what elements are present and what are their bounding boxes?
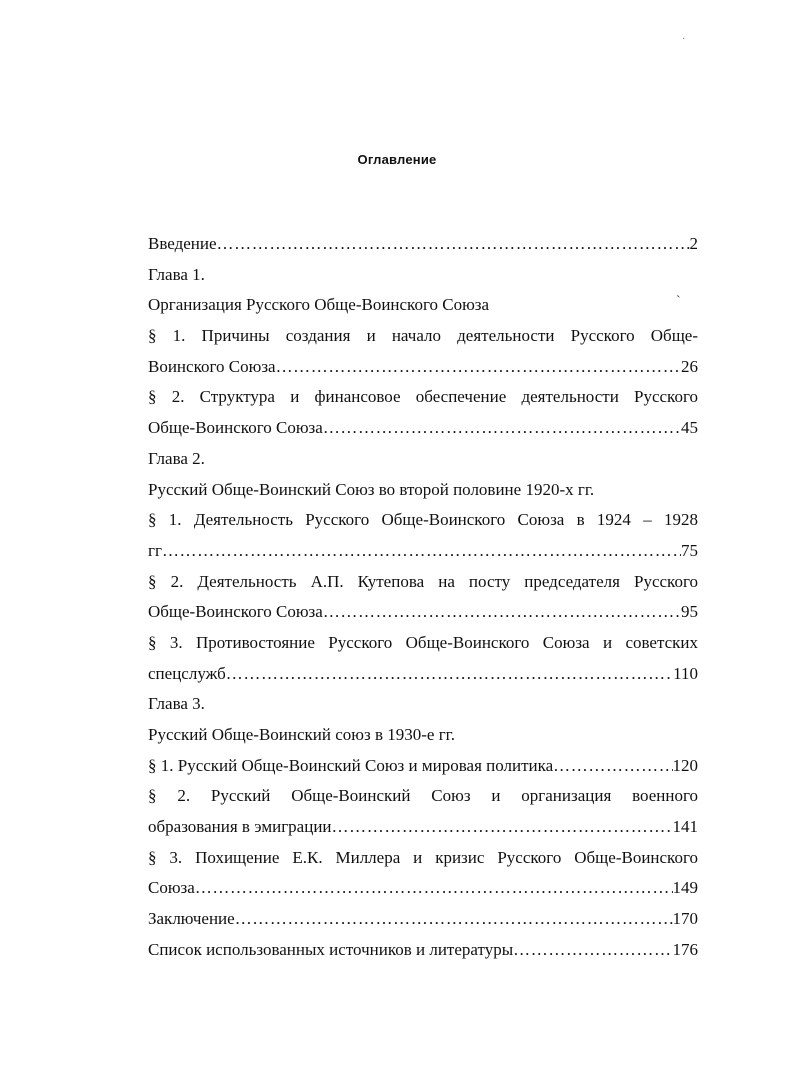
- section-2-3-line-1: § 3. Противостояние Русского Обще-Воинского Союза и советских: [148, 632, 698, 652]
- dot-leader: [323, 413, 681, 444]
- toc-entry-text: спецслужб: [148, 663, 226, 683]
- toc-entry-text: Заключение: [148, 909, 235, 929]
- dot-leader: [513, 935, 672, 966]
- toc-page-number: 120: [672, 755, 698, 775]
- toc-page-number: 176: [672, 939, 698, 959]
- toc-entry-conclusion: [148, 904, 698, 935]
- toc-heading: Оглавление: [357, 152, 437, 167]
- section-2-2-line-1: § 2. Деятельность А.П. Кутепова на посту председателя Русского: [148, 571, 698, 591]
- toc-entry-text: Список использованных источников и литературы: [148, 939, 514, 959]
- toc-page-number: 45: [681, 418, 698, 438]
- dot-leader: [235, 904, 673, 935]
- toc-page-number: 141: [672, 817, 698, 837]
- dot-leader: [332, 812, 673, 843]
- toc-page-number: 2: [689, 234, 698, 253]
- section-2-1-line-1: § 1. Деятельность Русского Обще-Воинского Союза в 1924 – 1928: [148, 510, 698, 530]
- section-3-3-line-2: [148, 873, 698, 904]
- toc-entry-text: § 1. Русский Обще-Воинский Союз и мировая политика: [148, 755, 554, 775]
- dot-leader: [323, 597, 681, 628]
- section-3-2-line-2: [148, 812, 698, 843]
- toc-page-number: 149: [672, 878, 698, 898]
- toc-page-number: 95: [681, 602, 698, 622]
- page-corner-mark: ·: [682, 34, 686, 45]
- dot-leader: [276, 352, 681, 383]
- toc-entry-text: образования в эмиграции: [148, 817, 332, 837]
- toc-page-number: 26: [681, 356, 698, 376]
- dot-leader: [217, 229, 690, 260]
- dot-leader: [195, 873, 673, 904]
- chapter-2-title: Русский Обще-Воинский Союз во второй половине 1920-х гг.: [148, 479, 595, 499]
- section-3-3-line-1: § 3. Похищение Е.К. Миллера и кризис Русского Обще-Воинского: [148, 847, 698, 867]
- dot-leader: [226, 659, 673, 690]
- toc-page-number: 170: [672, 909, 698, 929]
- toc-entry-text: гг: [148, 540, 162, 560]
- section-2-2-line-2: [148, 597, 698, 628]
- toc-entry-sources: [148, 935, 698, 966]
- section-3-2-line-1: § 2. Русский Обще-Воинский Союз и организация военного: [148, 786, 698, 806]
- chapter-1-title: Организация Русского Обще-Воинского Союза: [148, 295, 490, 315]
- toc-page-number: 75: [681, 540, 698, 560]
- toc-entry-text: Обще-Воинского Союза: [148, 602, 323, 622]
- toc-entry-text: Введение: [148, 234, 217, 253]
- section-1-1-line-2: [148, 352, 698, 383]
- dot-leader: [162, 536, 681, 567]
- chapter-3-label: Глава 3.: [148, 694, 205, 714]
- dot-leader: [553, 751, 672, 782]
- stray-mark: `: [676, 294, 681, 309]
- chapter-3-title: Русский Обще-Воинский союз в 1930-е гг.: [148, 725, 455, 744]
- section-2-3-line-2: [148, 659, 698, 690]
- toc-page-number: 110: [673, 663, 698, 683]
- chapter-1-label: Глава 1.: [148, 264, 205, 284]
- section-3-1: [148, 751, 698, 782]
- toc-entry-text: Воинского Союза: [148, 356, 276, 376]
- toc-entry-text: Обще-Воинского Союза: [148, 418, 323, 438]
- toc-entry-text: Союза: [148, 878, 195, 898]
- section-1-2-line-2: [148, 413, 698, 444]
- chapter-2-label: Глава 2.: [148, 448, 205, 468]
- toc-entry-introduction: [148, 229, 698, 260]
- table-of-contents: [148, 229, 698, 966]
- section-2-1-line-2: [148, 536, 698, 567]
- section-1-1-line-1: § 1. Причины создания и начало деятельности Русского Обще-: [148, 326, 698, 346]
- section-1-2-line-1: § 2. Структура и финансовое обеспечение деятельности Русского: [148, 387, 698, 407]
